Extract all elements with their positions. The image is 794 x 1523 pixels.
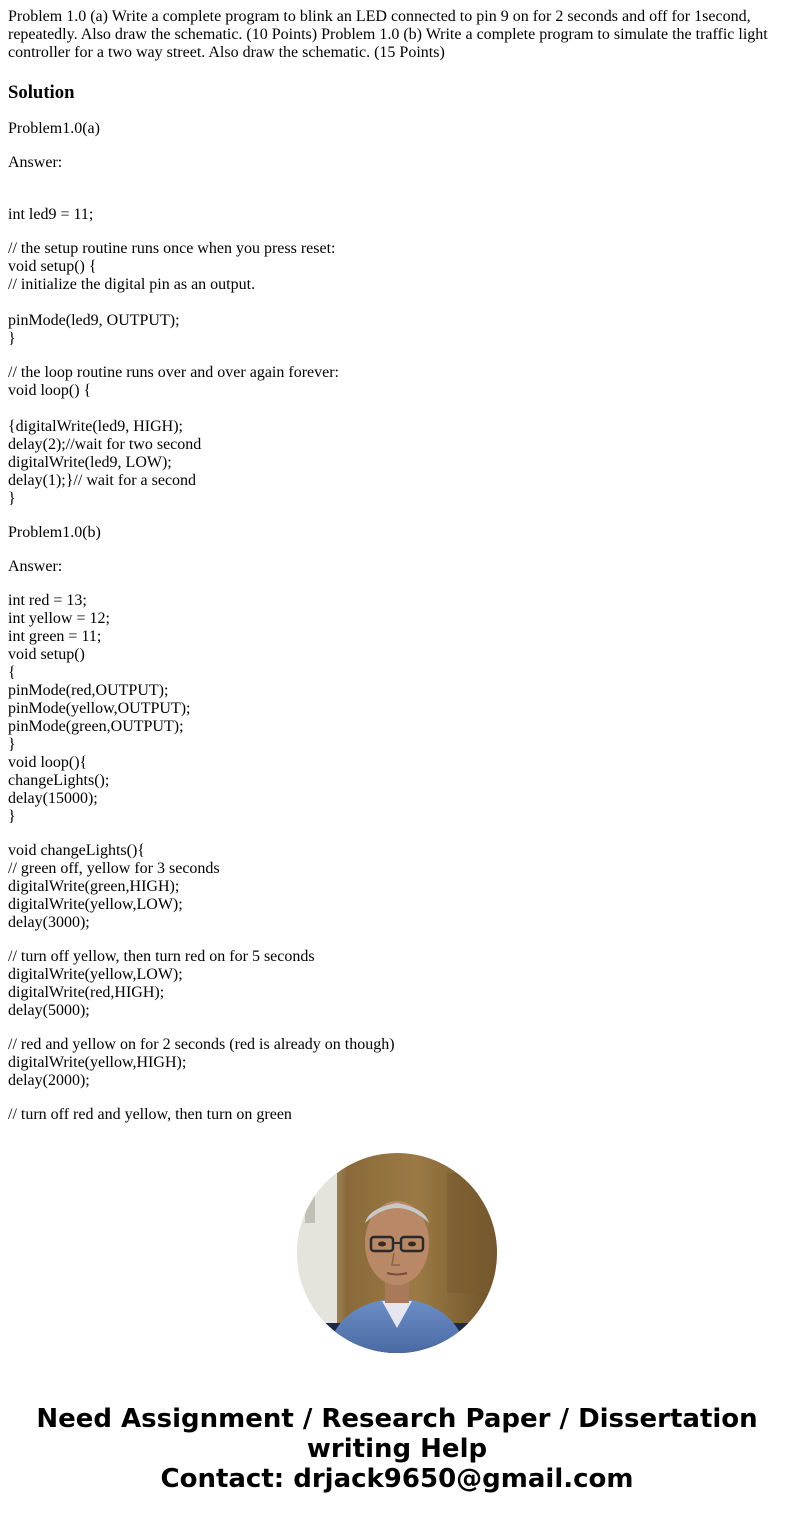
code-block: void changeLights(){ // green off, yellow for 3 seconds digitalWrite(green,HIGH); digitalWrite(yellow,LOW); delay(3000); bbox=[8, 842, 220, 931]
part-b-answer-label: Answer: bbox=[8, 558, 63, 575]
avatar bbox=[297, 1153, 497, 1353]
spacer bbox=[8, 172, 786, 190]
footer-advertisement bbox=[0, 1404, 794, 1494]
code-block: // turn off yellow, then turn red on for 5 seconds digitalWrite(yellow,LOW); digitalWrite(red,HIGH); delay(5000); bbox=[8, 948, 315, 1019]
footer-contact: Contact: drjack9650@gmail.com bbox=[160, 1464, 634, 1494]
part-a-label: Problem1.0(a) bbox=[8, 120, 100, 137]
code-block: int red = 13; int yellow = 12; int green = 11; void setup() { pinMode(red,OUTPUT); pinMode(yellow,OUTPUT); pinMode(green,OUTPUT); } void loop(){ changeLights(); delay(15000); } bbox=[8, 592, 191, 825]
code-block: // red and yellow on for 2 seconds (red is already on though) digitalWrite(yellow,HIGH); delay(2000); bbox=[8, 1036, 395, 1089]
solution-heading: Solution bbox=[8, 82, 75, 103]
code-block: // the loop routine runs over and over again forever: void loop() { {digitalWrite(led9, HIGH); delay(2);//wait for two second digitalWrite(led9, LOW); delay(1);}// wait for a second } bbox=[8, 364, 339, 507]
footer-line: writing Help bbox=[306, 1434, 488, 1464]
part-b-label: Problem1.0(b) bbox=[8, 524, 101, 541]
part-a-answer-label: Answer: bbox=[8, 154, 63, 171]
code-block: // the setup routine runs once when you press reset: void setup() { // initialize the digital pin as an output. pinMode(led9, OUTPUT); } bbox=[8, 240, 336, 347]
problem-statement: Problem 1.0 (a) Write a complete program to blink an LED connected to pin 9 on for 2 seconds and off for 1second, repeatedly. Also draw the schematic. (10 Points) Problem 1.0 (b) Write a complete program to simulate the traffic light controller for a two way street. Also draw the schematic. (15 Points) bbox=[8, 8, 768, 61]
document-body bbox=[8, 8, 786, 1123]
code-block: // turn off red and yellow, then turn on green bbox=[8, 1106, 292, 1123]
portrait-photo-icon bbox=[297, 1153, 497, 1353]
footer-line: Need Assignment / Research Paper / Dissertation bbox=[36, 1404, 758, 1434]
code-block: int led9 = 11; bbox=[8, 206, 94, 223]
